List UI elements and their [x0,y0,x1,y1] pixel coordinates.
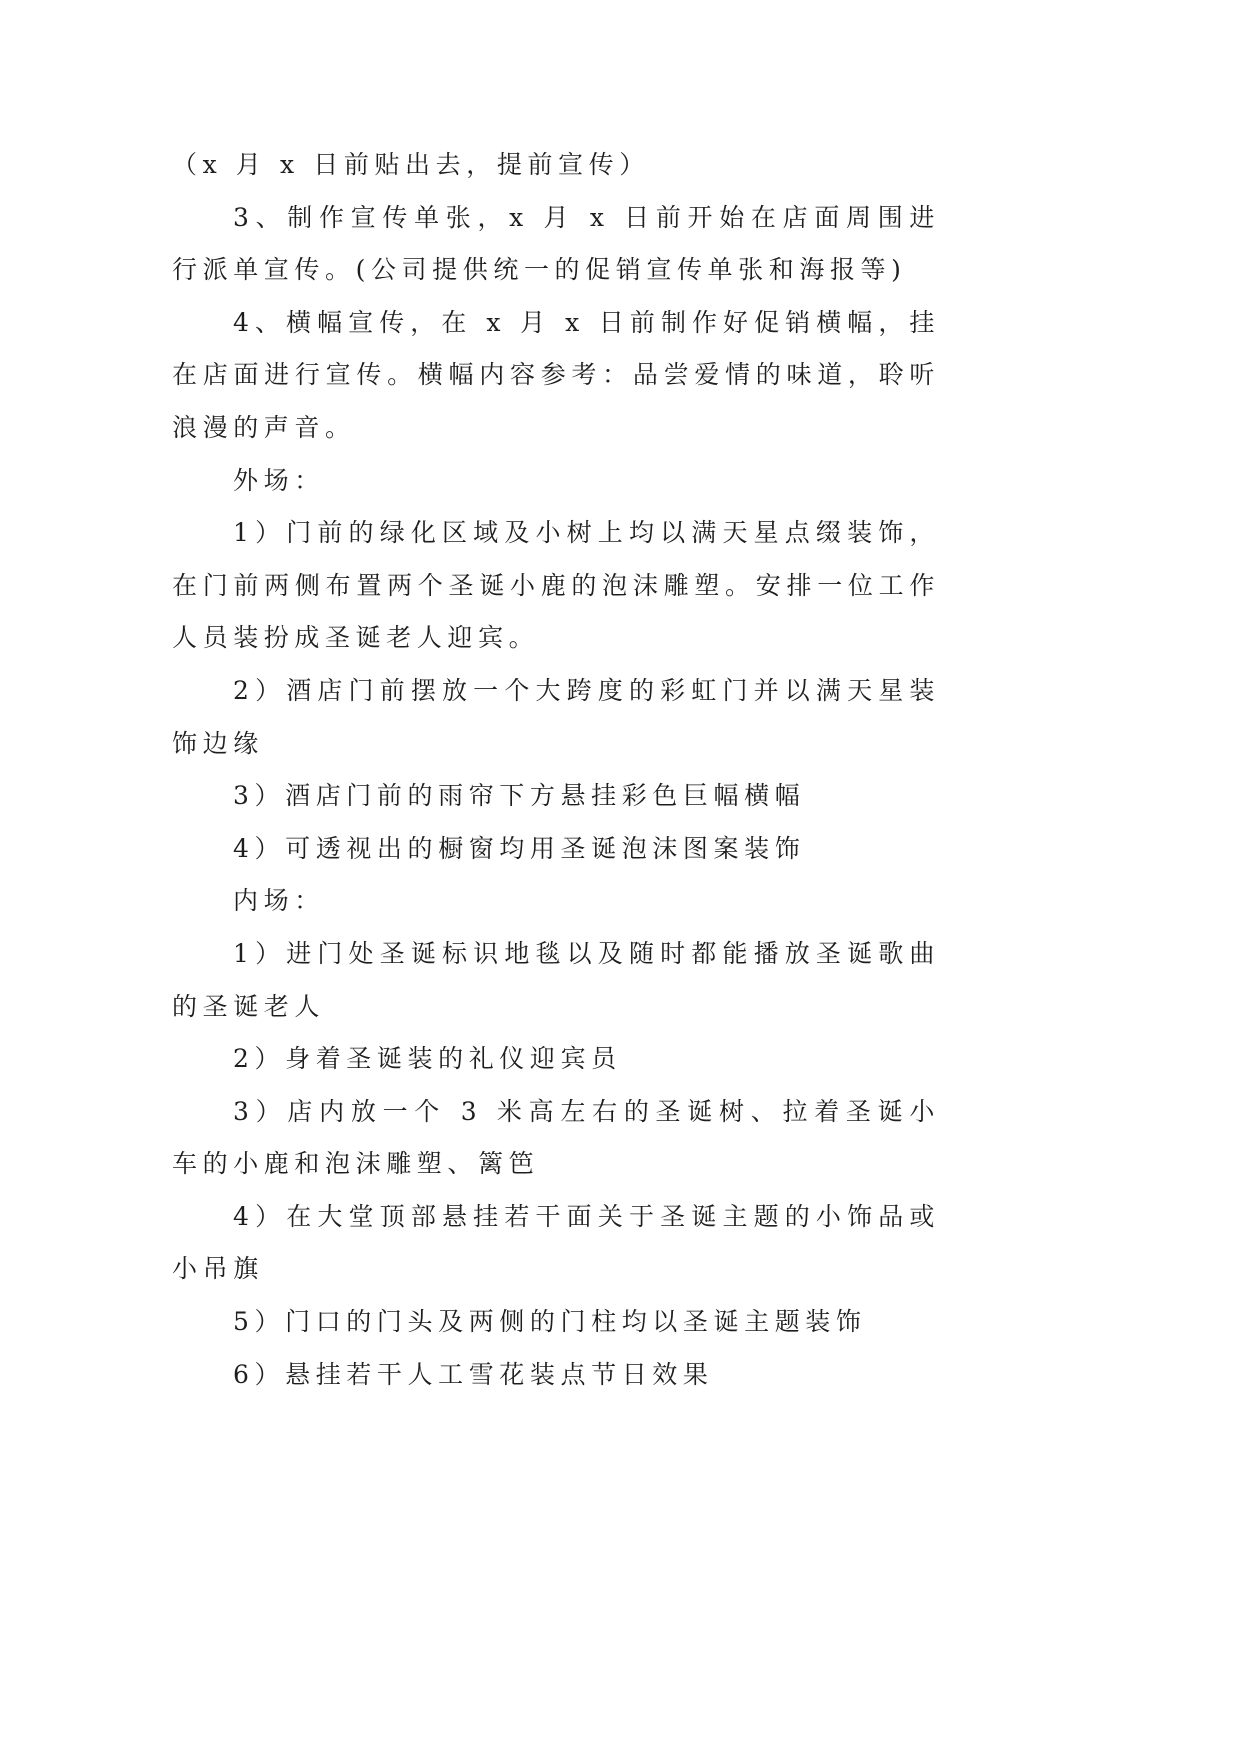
paragraph-outdoor-1: 1）门前的绿化区域及小树上均以满天星点缀装饰，在门前两侧布置两个圣诞小鹿的泡沫雕塑。安排一位工作人员装扮成圣诞老人迎宾。 [172,518,940,653]
paragraph-2: 3、制作宣传单张，x 月 x 日前开始在店面周围进行派单宣传。(公司提供统一的促销宣传单张和海报等) [172,202,940,285]
section-heading-outdoor: 外场： [233,465,325,495]
paragraph-indoor-1: 1）进门处圣诞标识地毯以及随时都能播放圣诞歌曲的圣诞老人 [172,938,940,1021]
paragraph-outdoor-2: 2）酒店门前摆放一个大跨度的彩虹门并以满天星装饰边缘 [172,675,940,758]
paragraph-3: 4、横幅宣传，在 x 月 x 日前制作好促销横幅，挂在店面进行宣传。横幅内容参考：品尝爱情的味道，聆听浪漫的声音。 [172,307,940,442]
paragraph-indoor-6: 6）悬挂若干人工雪花装点节日效果 [233,1359,714,1389]
paragraph-indoor-5: 5）门口的门头及两侧的门柱均以圣诞主题装饰 [233,1307,867,1337]
paragraph-1: （x 月 x 日前贴出去，提前宣传） [172,150,650,179]
paragraph-outdoor-3: 3）酒店门前的雨帘下方悬挂彩色巨幅横幅 [233,781,806,811]
paragraph-indoor-4: 4）在大堂顶部悬挂若干面关于圣诞主题的小饰品或小吊旗 [172,1201,940,1284]
document-body [172,139,940,1401]
paragraph-indoor-2: 2）身着圣诞装的礼仪迎宾员 [233,1044,622,1074]
section-heading-indoor: 内场： [233,886,325,916]
paragraph-outdoor-4: 4）可透视出的橱窗均用圣诞泡沫图案装饰 [233,833,806,863]
paragraph-indoor-3: 3）店内放一个 3 米高左右的圣诞树、拉着圣诞小车的小鹿和泡沫雕塑、篱笆 [172,1096,940,1179]
